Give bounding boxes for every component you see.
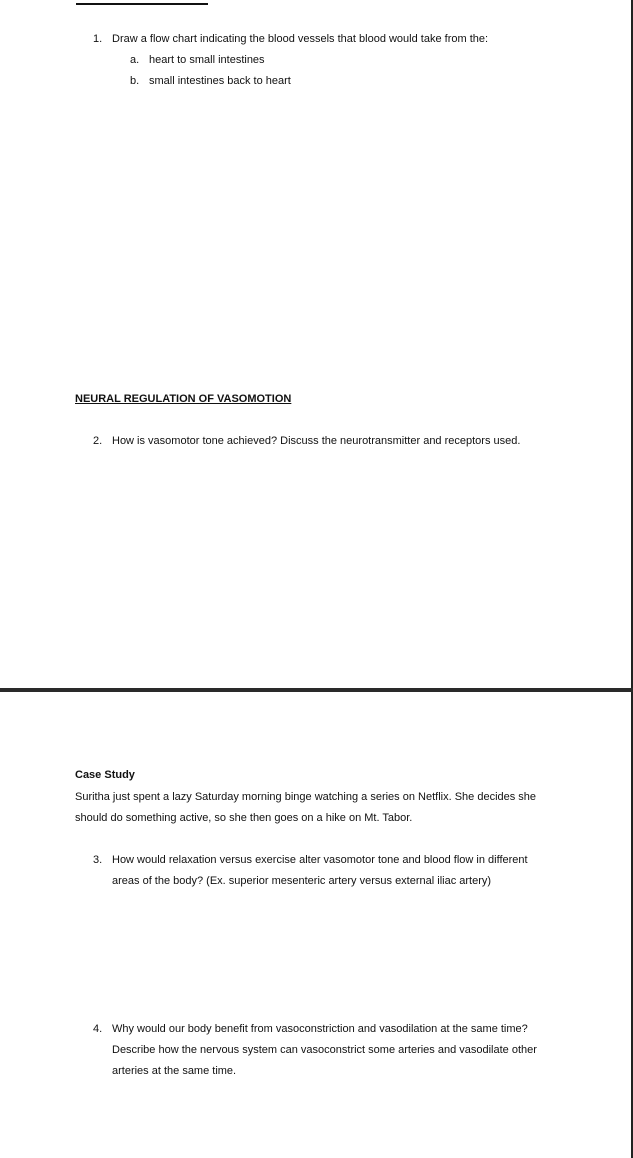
question-2-number: 2. bbox=[93, 435, 103, 447]
question-1-part-b-text: small intestines back to heart bbox=[149, 75, 291, 87]
case-study-paragraph-line-1: Suritha just spent a lazy Saturday morning binge watching a series on Netflix. She decides she bbox=[75, 791, 537, 803]
question-1-part-b-letter: b. bbox=[130, 75, 140, 87]
question-4-line-1: Why would our body benefit from vasoconstriction and vasodilation at the same time? bbox=[112, 1023, 528, 1035]
question-1-number: 1. bbox=[93, 33, 103, 45]
cut-off-heading-underline bbox=[76, 0, 208, 5]
question-3 bbox=[93, 850, 528, 871]
question-3-line-1: How would relaxation versus exercise alter vasomotor tone and blood flow in different bbox=[112, 854, 528, 866]
question-2-text: How is vasomotor tone achieved? Discuss the neurotransmitter and receptors used. bbox=[112, 435, 521, 447]
question-2 bbox=[93, 431, 520, 452]
question-1-part-a bbox=[130, 50, 265, 71]
question-1-text: Draw a flow chart indicating the blood vessels that blood would take from the: bbox=[112, 33, 489, 45]
question-3-line-2: areas of the body? (Ex. superior mesenteric artery versus external iliac artery) bbox=[112, 875, 492, 887]
case-study-heading: Case Study bbox=[75, 769, 135, 781]
question-4-line-3: arteries at the same time. bbox=[112, 1065, 237, 1077]
question-4-number: 4. bbox=[93, 1023, 103, 1035]
question-1-part-a-text: heart to small intestines bbox=[149, 54, 265, 66]
question-1-part-b bbox=[130, 71, 291, 92]
question-4-line-2: Describe how the nervous system can vasoconstrict some arteries and vasodilate other bbox=[112, 1044, 537, 1056]
question-3-number: 3. bbox=[93, 854, 103, 866]
page-break-divider bbox=[0, 688, 633, 692]
question-1 bbox=[93, 29, 488, 50]
section-heading-neural-regulation: NEURAL REGULATION OF VASOMOTION bbox=[75, 393, 292, 405]
question-1-part-a-letter: a. bbox=[130, 54, 140, 66]
question-4 bbox=[93, 1019, 528, 1040]
case-study-paragraph-line-2: should do something active, so she then goes on a hike on Mt. Tabor. bbox=[75, 812, 413, 824]
